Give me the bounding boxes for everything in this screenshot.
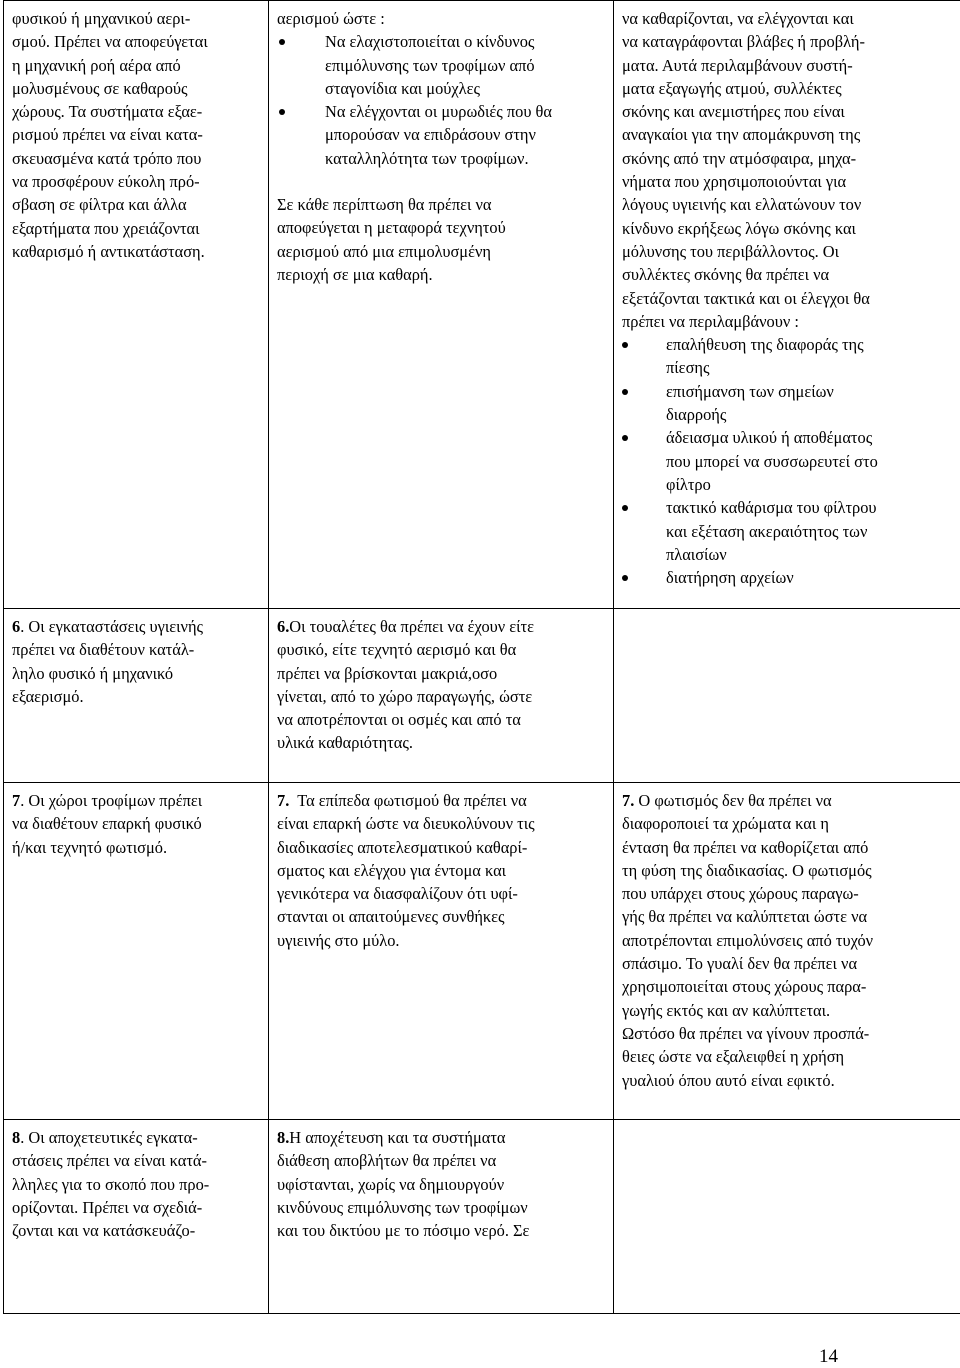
text-line: πίεσης [666, 358, 710, 378]
item-number: 6. [277, 617, 290, 636]
cell-guidance [269, 783, 614, 1120]
cell-guidance [269, 1120, 614, 1314]
cell-mill-guidance [614, 783, 960, 1120]
list-item [622, 566, 960, 589]
text-line: και του δικτύου με το πόσιμο νερό. Σε [277, 1221, 530, 1241]
text-line: Να ελαχιστοποιείται ο κίνδυνος [325, 32, 535, 52]
text-line: να προσφέρουν εύκολη πρό- [12, 172, 200, 192]
text-line: διαφοροποιεί τα χρώματα και η [622, 814, 829, 834]
text-line [622, 789, 960, 812]
text-fragment: Η αποχέτευση και τα συστήματα [289, 1128, 506, 1147]
item-number: 7. [622, 791, 635, 810]
text-line: να αποτρέπονται οι οσμές και από τα [277, 710, 521, 730]
text-fragment: Τα επίπεδα φωτισμού θα πρέπει να [289, 791, 527, 810]
text-line: αερισμού ώστε : [277, 9, 385, 28]
text-line: ματα. Αυτά περιλαμβάνουν συστή- [622, 55, 853, 75]
table-row [4, 1, 960, 609]
text-line: καταλληλότητα των τροφίμων. [325, 148, 529, 168]
text-line: ληλο φυσικό ή μηχανικό [12, 663, 174, 683]
text-line: εξετάζονται τακτικά και οι έλεγχοι θα [622, 288, 870, 308]
text-line: που μπορεί να συσσωρευτεί στο [666, 451, 878, 471]
text-line: αποτρέπονται επιμολύνσεις από τυχόν [622, 930, 874, 950]
text-line: υλικά καθαριότητας. [277, 733, 413, 753]
spacer [277, 170, 605, 193]
text-line [12, 615, 260, 638]
text-line: Ωστόσο θα πρέπει να γίνουν προσπά- [622, 1023, 870, 1043]
text-line: κινδύνους επιμόλυνσης των τροφίμων [277, 1197, 528, 1217]
cell-requirement [4, 783, 269, 1120]
text-line [277, 615, 605, 638]
text-line: σματος και ελέγχου για έντομα και [277, 860, 507, 880]
text-line [277, 789, 605, 812]
text-line: εξαερισμό. [12, 686, 84, 706]
text-line: πρέπει να διαθέτουν κατάλ- [12, 640, 195, 660]
text-line: διαρροής [666, 405, 727, 425]
cell-guidance [269, 1, 614, 609]
text-line: υγιεινής στο μύλο. [277, 930, 400, 950]
cell-mill-guidance [614, 1, 960, 609]
list-item [622, 426, 960, 496]
table-row [4, 783, 960, 1120]
item-number: 7. [277, 791, 290, 810]
text-line: είναι επαρκή ώστε να διευκολύνουν τις [277, 814, 535, 834]
text-line: αερισμού από μια επιμολυσμένη [277, 241, 491, 261]
cell-guidance [269, 609, 614, 783]
cell-requirement [4, 609, 269, 783]
text-line: καθαρισμό ή αντικατάσταση. [12, 241, 205, 261]
text-line: ή/και τεχνητό φωτισμό. [12, 837, 168, 857]
cell-requirement [4, 1120, 269, 1314]
text-line: περιοχή σε μια καθαρή. [277, 264, 433, 284]
table-row [4, 609, 960, 783]
text-line: αποφεύγεται η μεταφορά τεχνητού [277, 218, 506, 238]
bullet-list [622, 333, 960, 589]
list-item [622, 496, 960, 566]
text-line: η μηχανική ροή αέρα από [12, 55, 181, 75]
text-line: θειες ώστε να εξαλειφθεί η χρήση [622, 1047, 845, 1067]
text-line: λόγους υγιεινής και ελλατώνουν τον [622, 195, 862, 215]
list-item [622, 333, 960, 380]
text-line: γίνεται, από το χώρο παραγωγής, ώστε [277, 686, 533, 706]
text-line: πρέπει να περιλαμβάνουν : [622, 311, 799, 331]
text-fragment: Ο φωτισμός δεν θα πρέπει να [634, 791, 832, 810]
text-line: νήματα που χρησιμοποιούνται για [622, 172, 847, 192]
text-line: χώρους. Τα συστήματα εξαε- [12, 102, 203, 122]
text-line [12, 789, 260, 812]
text-line [12, 1126, 260, 1149]
text-line: άδειασμα υλικού ή αποθέματος [666, 428, 873, 448]
text-line: στανται οι απαιτούμενες συνθήκες [277, 907, 505, 927]
text-line: φίλτρο [666, 474, 711, 494]
text-fragment: . Οι αποχετευτικές εγκατα- [20, 1128, 198, 1147]
text-line: φυσικού ή μηχανικού αερι- [12, 9, 191, 28]
text-line: σβαση σε φίλτρα και άλλα [12, 195, 187, 215]
text-line: που υπάρχει στους χώρους παραγω- [622, 884, 859, 904]
text-line: ματα εξαγωγής ατμού, συλλέκτες [622, 78, 842, 98]
text-line: σμού. Πρέπει να αποφεύγεται [12, 32, 208, 52]
text-line: πλαισίων [666, 544, 727, 564]
text-line: επιμόλυνσης των τροφίμων από [325, 55, 535, 75]
text-line: ρισμού πρέπει να είναι κατα- [12, 125, 203, 145]
text-line [277, 1126, 605, 1149]
text-fragment: . Οι εγκαταστάσεις υγιεινής [20, 617, 204, 636]
bullet-list [277, 30, 605, 170]
text-line: σκευασμένα κατά τρόπο που [12, 148, 202, 168]
text-line: διάθεση αποβλήτων θα πρέπει να [277, 1151, 497, 1171]
item-number: 6 [12, 617, 21, 636]
cell-mill-guidance [614, 609, 960, 783]
cell-requirement [4, 1, 269, 609]
text-line: διατήρηση αρχείων [666, 568, 794, 588]
text-line: να διαθέτουν επαρκή φυσικό [12, 814, 202, 834]
text-line: συλλέκτες σκόνης θα πρέπει να [622, 265, 830, 285]
text-line: διαδικασίες αποτελεσματικού καθαρί- [277, 837, 528, 857]
list-item [277, 30, 605, 100]
list-item [622, 380, 960, 427]
text-line: να καθαρίζονται, να ελέγχονται και [622, 9, 854, 28]
item-number: 8. [277, 1128, 290, 1147]
cell-mill-guidance [614, 1120, 960, 1314]
text-line: πρέπει να βρίσκονται μακριά,οσο [277, 663, 498, 683]
item-number: 8 [12, 1128, 21, 1147]
page-number: 14 [819, 1346, 838, 1367]
text-line: μόλυνσης του περιβάλλοντος. Οι [622, 241, 840, 261]
text-line: σκόνης από την ατμόσφαιρα, μηχα- [622, 148, 857, 168]
text-line: χρησιμοποιείται στους χώρους παρα- [622, 977, 867, 997]
text-line: επαλήθευση της διαφοράς της [666, 335, 864, 355]
text-line: να καταγράφονται βλάβες ή προβλή- [622, 32, 865, 52]
text-line: γενικότερα να διασφαλίζουν ότι υφί- [277, 884, 518, 904]
text-line: ζονται και να κατάσκευάζο- [12, 1221, 196, 1241]
text-line: εξαρτήματα που χρειάζονται [12, 218, 200, 238]
text-line: επισήμανση των σημείων [666, 381, 834, 401]
table-row [4, 1120, 960, 1314]
text-line: γωγής εκτός και αν καλύπτεται. [622, 1000, 831, 1020]
text-line: ορίζονται. Πρέπει να σχεδιά- [12, 1197, 203, 1217]
text-line: σπάσιμο. Το γυαλί δεν θα πρέπει να [622, 954, 858, 974]
list-item [277, 100, 605, 170]
text-line: αναγκαίοι για την απομάκρυνση της [622, 125, 861, 145]
item-number: 7 [12, 791, 21, 810]
text-line: τακτικό καθάρισμα του φίλτρου [666, 498, 877, 518]
text-line: Σε κάθε περίπτωση θα πρέπει να [277, 195, 492, 215]
text-line: Να ελέγχονται οι μυρωδιές που θα [325, 102, 552, 122]
text-line: σκόνης και ανεμιστήρες που είναι [622, 102, 845, 122]
text-line: στάσεις πρέπει να είναι κατά- [12, 1151, 207, 1171]
text-line: γής θα πρέπει να καλύπτεται ώστε να [622, 907, 868, 927]
text-line: κίνδυνο εκρήξεως λόγω σκόνης και [622, 218, 856, 238]
text-line: λληλες για το σκοπό που προ- [12, 1174, 210, 1194]
text-line: μπορούσαν να επιδράσουν στην [325, 125, 536, 145]
requirements-table [3, 0, 960, 1314]
text-fragment: . Οι χώροι τροφίμων πρέπει [20, 791, 203, 810]
text-line: σταγονίδια και μούχλες [325, 78, 480, 98]
text-line: φυσικό, είτε τεχνητό αερισμό και θα [277, 640, 517, 660]
text-line: ένταση θα πρέπει να καθορίζεται από [622, 837, 869, 857]
text-line: υφίστανται, χωρίς να δημιουργούν [277, 1174, 505, 1194]
text-line: και εξέταση ακεραιότητος των [666, 521, 868, 541]
text-line: γυαλιού όπου αυτό είναι εφικτό. [622, 1070, 835, 1090]
text-line: τη φύση της διαδικασίας. Ο φωτισμός [622, 860, 872, 880]
text-line: μολυσμένους σε καθαρούς [12, 78, 188, 98]
text-fragment: Οι τουαλέτες θα πρέπει να έχουν είτε [289, 617, 535, 636]
